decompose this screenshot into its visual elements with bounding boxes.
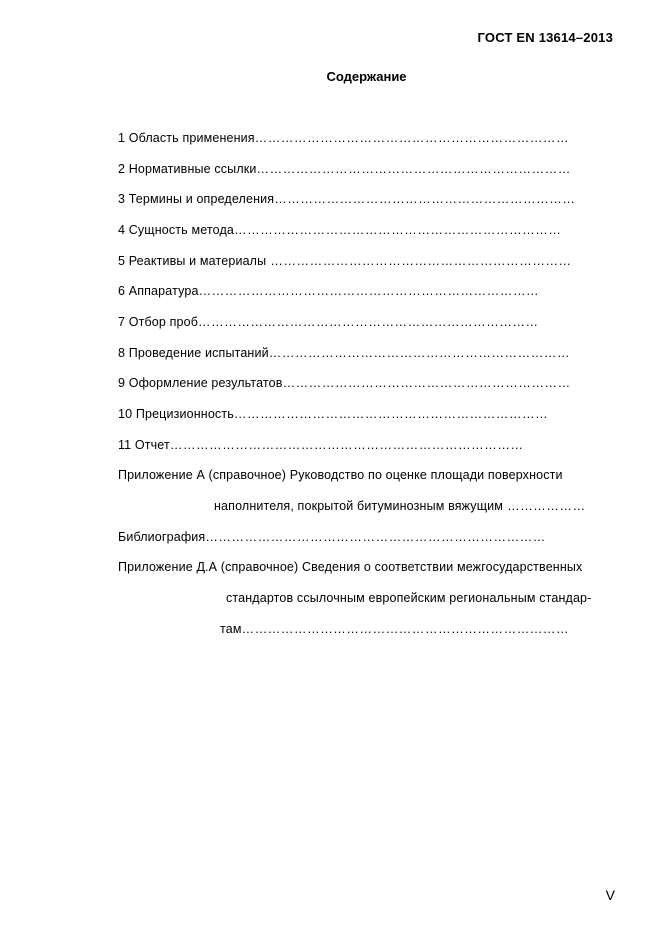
toc-entry-report[interactable] [118, 437, 524, 453]
toc-entry-label: 9 Оформление результатов [118, 376, 283, 390]
toc-leader-dots: …………………………………………………………… [266, 254, 572, 268]
toc-entry-label: там [220, 622, 242, 636]
toc-leader-dots: …………………………………………………………………… [205, 530, 546, 544]
toc-entry-label: стандартов ссылочным европейским региональным стандар- [226, 591, 592, 605]
toc-entry-scope[interactable] [118, 130, 569, 146]
toc-entry-annex-a-continued[interactable] [214, 498, 586, 514]
toc-leader-dots: ………………………………………………………… [282, 376, 571, 390]
toc-entry-annex-da[interactable] [118, 559, 582, 575]
toc-entry-bibliography[interactable] [118, 529, 546, 545]
toc-entry-label: Приложение Д.А (справочное) Сведения о соответствии межгосударственных [118, 560, 583, 574]
toc-entry-label: 7 Отбор проб [118, 315, 199, 329]
toc-leader-dots: ………………………………………………………………… [234, 223, 562, 237]
toc-entry-annex-da-continued[interactable] [226, 590, 591, 606]
toc-entry-label: 11 Отчет [118, 438, 170, 452]
toc-entry-annex-da-end[interactable] [220, 621, 569, 637]
toc-entry-label: 2 Нормативные ссылки [118, 162, 257, 176]
toc-entry-label: 3 Термины и определения [118, 192, 275, 206]
toc-entry-label: наполнителя, покрытой битуминозным вяжущим [214, 499, 504, 513]
toc-entry-label: 10 Прецизионность [118, 407, 234, 421]
toc-entry-label: 8 Проведение испытаний [118, 346, 269, 360]
toc-entry-label: Приложение А (справочное) Руководство по оценке площади поверхности [118, 468, 563, 482]
toc-entry-label: 4 Сущность метода [118, 223, 234, 237]
toc-entry-annex-a[interactable] [118, 467, 563, 483]
document-header: ГОСТ EN 13614–2013 [477, 30, 613, 45]
toc-entry-label: 6 Аппаратура [118, 284, 199, 298]
page-number: V [605, 887, 615, 903]
toc-leader-dots: ……………………………………………………………… [233, 407, 549, 421]
toc-leader-dots: ……………………………………………………………………… [169, 438, 524, 452]
toc-entry-method-essence[interactable] [118, 222, 562, 238]
toc-leader-dots: …………………………………………………………………… [198, 315, 539, 329]
toc-leader-dots: ……………………………………………………………… [256, 162, 571, 176]
toc-entry-label: Библиография [118, 530, 206, 544]
toc-entry-precision[interactable] [118, 406, 548, 422]
toc-leader-dots: …………………………………………………………………… [198, 284, 540, 298]
toc-leader-dots: ……………… [503, 499, 586, 513]
toc-entry-label: 1 Область применения [118, 131, 255, 145]
toc-leader-dots: …………………………………………………………… [268, 346, 571, 360]
toc-entry-normative-references[interactable] [118, 161, 571, 177]
page-title: Содержание [326, 69, 407, 84]
toc-entry-sampling[interactable] [118, 314, 539, 330]
toc-entry-testing[interactable] [118, 345, 570, 361]
toc-leader-dots: ………………………………………………………………… [241, 622, 570, 636]
toc-entry-reagents[interactable] [118, 253, 572, 269]
toc-leader-dots: ……………………………………………………………… [254, 131, 570, 145]
toc-entry-results[interactable] [118, 375, 571, 391]
toc-leader-dots: …………………………………………………………… [274, 192, 576, 206]
toc-entry-apparatus[interactable] [118, 283, 539, 299]
toc-entry-terms[interactable] [118, 191, 576, 207]
toc-entry-label: 5 Реактивы и материалы [118, 254, 267, 268]
